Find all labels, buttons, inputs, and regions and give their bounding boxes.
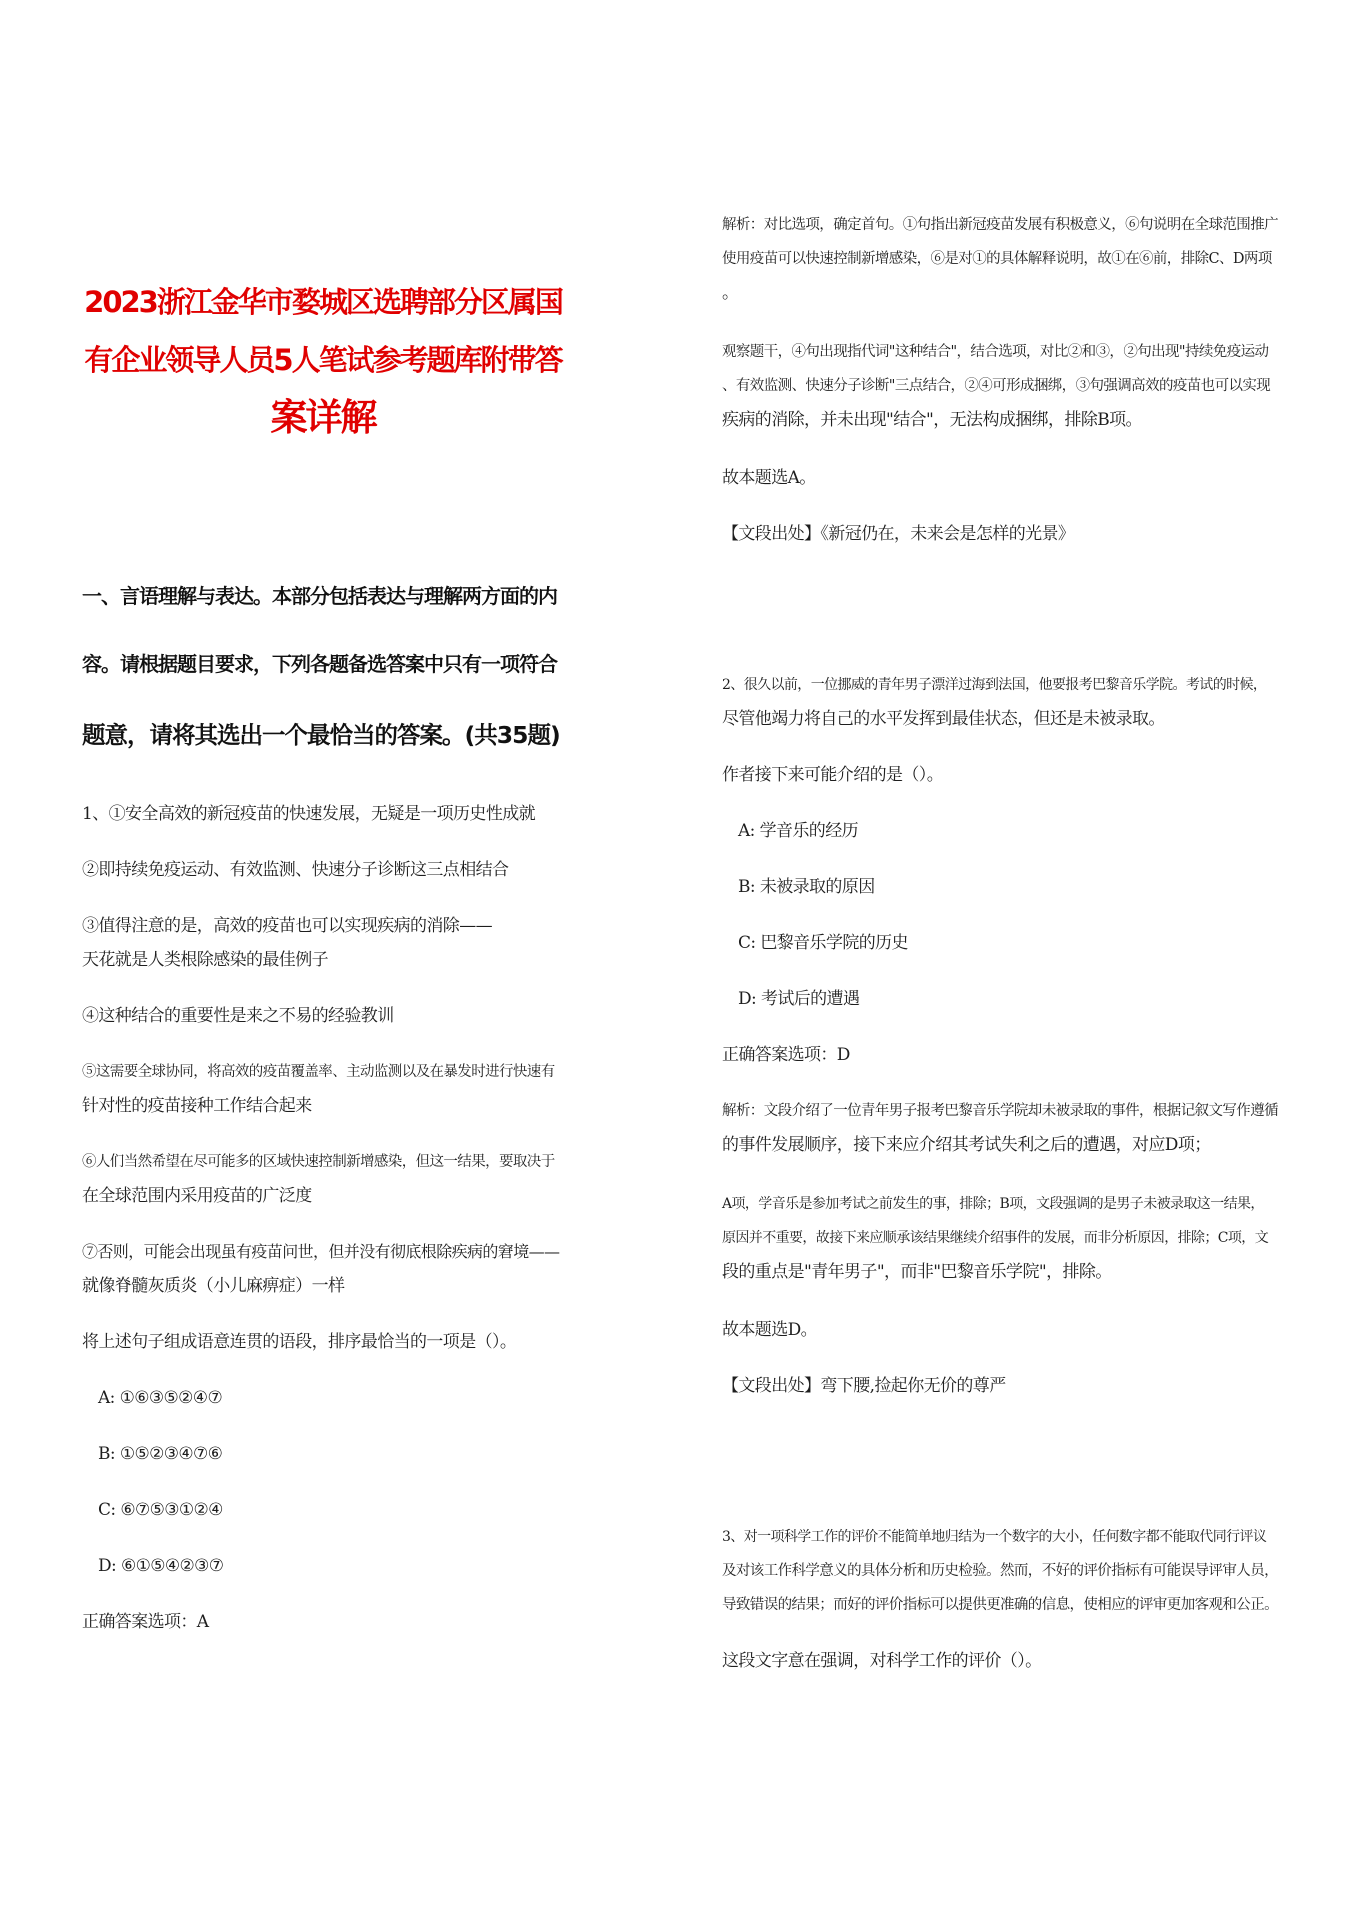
q2-stem-line-2: 尽管他竭力将自己的水平发挥到最佳状态，但还是未被录取。 [722, 709, 1165, 729]
q2-analysis-line-2: 的事件发展顺序，接下来应介绍其考试失利之后的遭遇，对应D项； [722, 1135, 1211, 1155]
q2-answer: 正确答案选项：D [722, 1045, 850, 1065]
q1-sentence-5b: 针对性的疫苗接种工作结合起来 [82, 1096, 312, 1116]
document-title-line-1: 2023浙江金华市婺城区选聘部分区属国 [84, 285, 562, 319]
q1-analysis-line-5: 、有效监测、快速分子诊断"三点结合，②④可形成捆绑，③句强调高效的疫苗也可以实现 [722, 378, 1271, 394]
q3-prompt: 这段文字意在强调，对科学工作的评价（）。 [722, 1651, 1042, 1671]
q3-stem-line-1: 3、对一项科学工作的评价不能简单地归结为一个数字的大小，任何数字都不能取代同行评议 [722, 1529, 1267, 1545]
q1-sentence-4: ④这种结合的重要性是来之不易的经验教训 [82, 1006, 394, 1026]
q1-prompt: 将上述句子组成语意连贯的语段，排序最恰当的一项是（）。 [82, 1332, 517, 1352]
q2-prompt: 作者接下来可能介绍的是（）。 [722, 765, 944, 785]
q2-analysis-line-1: 解析：文段介绍了一位青年男子报考巴黎音乐学院却未被录取的事件，根据记叙文写作遵循 [722, 1103, 1278, 1119]
q1-sentence-3b: 天花就是人类根除感染的最佳例子 [82, 950, 328, 970]
q2-stem-line-1: 2、很久以前，一位挪威的青年男子漂洋过海到法国，他要报考巴黎音乐学院。考试的时候， [722, 677, 1267, 693]
q2-option-b: B: 未被录取的原因 [738, 877, 875, 897]
q2-analysis-line-3: A项，学音乐是参加考试之前发生的事，排除；B项，文段强调的是男子未被录取这一结果， [722, 1196, 1264, 1212]
q2-analysis-line-5: 段的重点是"青年男子"，而非"巴黎音乐学院"，排除。 [722, 1262, 1112, 1282]
q1-source: 【文段出处】《新冠仍在，未来会是怎样的光景》 [722, 524, 1075, 544]
q2-analysis-line-4: 原因并不重要，故接下来应顺承该结果继续介绍事件的发展，而非分析原因，排除；C项，文 [722, 1230, 1269, 1246]
q2-source: 【文段出处】弯下腰,捡起你无价的尊严 [722, 1376, 1006, 1396]
q1-option-d: D: ⑥①⑤④②③⑦ [98, 1556, 224, 1576]
section-heading-line-2: 容。请根据题目要求，下列各题备选答案中只有一项符合 [82, 652, 557, 676]
q2-option-a: A: 学音乐的经历 [738, 821, 859, 841]
q1-conclusion: 故本题选A。 [722, 468, 816, 488]
q3-stem-line-2: 及对该工作科学意义的具体分析和历史检验。然而，不好的评价指标有可能误导评审人员， [722, 1563, 1278, 1579]
q1-option-a: A: ①⑥③⑤②④⑦ [98, 1388, 223, 1408]
q1-analysis-line-1: 解析：对比选项，确定首句。①句指出新冠疫苗发展有积极意义，⑥句说明在全球范围推广 [722, 217, 1278, 233]
section-heading-line-3: 题意，请将其选出一个最恰当的答案。(共35题) [82, 721, 560, 749]
q1-sentence-3a: ③值得注意的是，高效的疫苗也可以实现疾病的消除—— [82, 916, 492, 936]
q1-sentence-2: ②即持续免疫运动、有效监测、快速分子诊断这三点相结合 [82, 860, 509, 880]
q2-option-d: D: 考试后的遭遇 [738, 989, 860, 1009]
q1-sentence-7a: ⑦否则，可能会出现虽有疫苗问世，但并没有彻底根除疾病的窘境—— [82, 1242, 560, 1261]
q2-option-c: C: 巴黎音乐学院的历史 [738, 933, 908, 953]
section-heading-line-1: 一、言语理解与表达。本部分包括表达与理解两方面的内 [82, 584, 557, 608]
q1-analysis-line-4: 观察题干，④句出现指代词"这种结合"，结合选项，对比②和③，②句出现"持续免疫运动 [722, 344, 1269, 360]
q1-option-c: C: ⑥⑦⑤③①②④ [98, 1500, 223, 1520]
q1-analysis-line-2: 使用疫苗可以快速控制新增感染，⑥是对①的具体解释说明，故①在⑥前，排除C、D两项 [722, 251, 1272, 267]
q1-stem-sentence-1: 1、①安全高效的新冠疫苗的快速发展，无疑是一项历史性成就 [82, 804, 536, 824]
q1-sentence-6b: 在全球范围内采用疫苗的广泛度 [82, 1186, 312, 1206]
q1-analysis-line-6: 疾病的消除，并未出现"结合"，无法构成捆绑，排除B项。 [722, 410, 1142, 430]
q1-answer: 正确答案选项：A [82, 1612, 209, 1632]
q1-sentence-6a: ⑥人们当然希望在尽可能多的区域快速控制新增感染，但这一结果，要取决于 [82, 1154, 555, 1170]
q1-sentence-5a: ⑤这需要全球协同，将高效的疫苗覆盖率、主动监测以及在暴发时进行快速有 [82, 1064, 555, 1080]
q1-sentence-7b: 就像脊髓灰质炎（小儿麻痹症）一样 [82, 1276, 345, 1296]
q3-stem-line-3: 导致错误的结果；而好的评价指标可以提供更准确的信息，使相应的评审更加客观和公正。 [722, 1597, 1278, 1613]
q2-conclusion: 故本题选D。 [722, 1320, 818, 1340]
document-title-line-3: 案详解 [270, 396, 376, 439]
q1-analysis-line-3: 。 [722, 283, 739, 303]
document-title-line-2: 有企业领导人员5人笔试参考题库附带答 [84, 343, 562, 377]
q1-option-b: B: ①⑤②③④⑦⑥ [98, 1444, 223, 1464]
